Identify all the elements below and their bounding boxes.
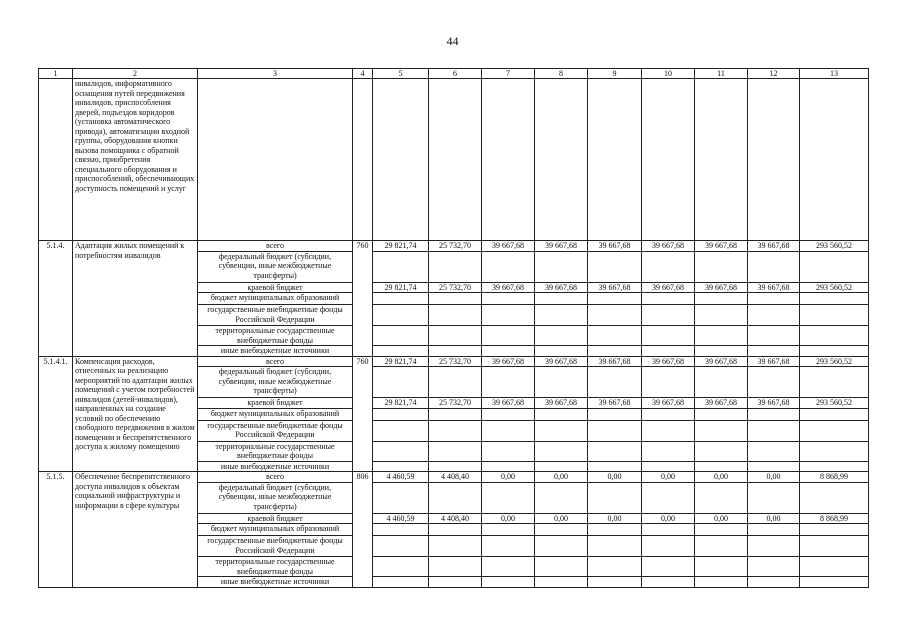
year-value [535, 482, 588, 513]
year-value [748, 524, 800, 536]
year-value [695, 536, 748, 557]
year-value: 25 732,70 [429, 356, 482, 367]
year-value [695, 524, 748, 536]
year-value: 0,00 [695, 472, 748, 483]
year-value [482, 577, 535, 588]
empty-cell [695, 79, 748, 241]
funding-source: иные внебюджетные источники [198, 461, 353, 472]
empty-cell [748, 79, 800, 241]
year-value [482, 367, 535, 398]
year-value: 39 667,68 [642, 356, 695, 367]
total-value [800, 305, 869, 326]
year-value [642, 536, 695, 557]
total-value [800, 420, 869, 441]
year-value: 0,00 [642, 513, 695, 524]
year-value [373, 524, 429, 536]
year-value: 39 667,68 [535, 241, 588, 252]
empty-cell [373, 79, 429, 241]
table-body [39, 69, 869, 588]
year-value [535, 461, 588, 472]
empty-cell [482, 79, 535, 241]
year-value [588, 441, 642, 461]
year-value [482, 524, 535, 536]
continuation-row [39, 79, 869, 241]
total-value [800, 408, 869, 420]
year-value [695, 461, 748, 472]
year-value [695, 420, 748, 441]
year-value: 0,00 [482, 513, 535, 524]
total-value [800, 326, 869, 346]
funding-source: федеральный бюджет (субсидии, субвенции, иные межбюджетные трансферты) [198, 482, 353, 513]
funding-source: всего [198, 241, 353, 252]
year-value [588, 420, 642, 441]
column-header: 11 [695, 69, 748, 79]
year-value [482, 346, 535, 357]
year-value [748, 482, 800, 513]
year-value [535, 326, 588, 346]
year-value [535, 577, 588, 588]
year-value: 39 667,68 [535, 356, 588, 367]
year-value [588, 461, 642, 472]
year-value [535, 293, 588, 305]
year-value [642, 441, 695, 461]
year-value [748, 536, 800, 557]
year-value: 39 667,68 [482, 241, 535, 252]
year-value [373, 557, 429, 577]
empty-cell [353, 79, 373, 241]
responsible-code: 806 [353, 472, 373, 588]
column-header: 7 [482, 69, 535, 79]
year-value [429, 441, 482, 461]
year-value: 0,00 [588, 513, 642, 524]
year-value: 39 667,68 [642, 241, 695, 252]
year-value [642, 305, 695, 326]
funding-source: бюджет муниципальных образований [198, 293, 353, 305]
year-value [482, 293, 535, 305]
year-value [642, 524, 695, 536]
empty-cell [588, 79, 642, 241]
year-value [429, 557, 482, 577]
year-value [535, 441, 588, 461]
year-value [482, 408, 535, 420]
year-value [695, 326, 748, 346]
year-value [429, 482, 482, 513]
year-value: 39 667,68 [588, 398, 642, 409]
year-value [373, 346, 429, 357]
total-value [800, 346, 869, 357]
year-value [588, 557, 642, 577]
item-number: 5.1.5. [39, 472, 73, 588]
year-value [695, 305, 748, 326]
year-value [588, 536, 642, 557]
year-value: 39 667,68 [748, 282, 800, 293]
funding-source: краевой бюджет [198, 282, 353, 293]
funding-source: всего [198, 356, 353, 367]
column-header: 4 [353, 69, 373, 79]
year-value: 29 821,74 [373, 282, 429, 293]
year-value [535, 420, 588, 441]
responsible-code: 760 [353, 356, 373, 472]
item-number: 5.1.4. [39, 241, 73, 357]
year-value: 25 732,70 [429, 282, 482, 293]
continuation-text: инвалидов, информативного оснащения путей передвижения инвалидов, приспособления дверей, подъездов коридоров (установка автоматического привода), автоматизации входной группы, оборудования кнопки вызова помощника с обратной связью, приобретения специального оборудования и приспособлений, обеспечивающих доступность помещений и услуг [73, 79, 198, 241]
funding-source: всего [198, 472, 353, 483]
year-value [588, 293, 642, 305]
year-value: 0,00 [642, 472, 695, 483]
year-value [373, 577, 429, 588]
year-value: 39 667,68 [535, 282, 588, 293]
year-value [482, 461, 535, 472]
year-value: 25 732,70 [429, 241, 482, 252]
funding-source: краевой бюджет [198, 398, 353, 409]
total-value [800, 441, 869, 461]
year-value: 39 667,68 [588, 241, 642, 252]
year-value: 29 821,74 [373, 356, 429, 367]
year-value: 39 667,68 [642, 398, 695, 409]
year-value [429, 408, 482, 420]
total-value [800, 536, 869, 557]
empty-cell [535, 79, 588, 241]
year-value [482, 557, 535, 577]
header-row [39, 69, 869, 79]
year-value: 4 408,40 [429, 513, 482, 524]
item-name: Обеспечение беспрепятственного доступа инвалидов к объектам социальной инфраструктуры и информации в сфере культуры [73, 472, 198, 588]
total-value [800, 577, 869, 588]
year-value [695, 441, 748, 461]
year-value [695, 482, 748, 513]
item-number: 5.1.4.1. [39, 356, 73, 472]
year-value [642, 367, 695, 398]
year-value: 39 667,68 [588, 356, 642, 367]
year-value: 39 667,68 [482, 398, 535, 409]
year-value: 0,00 [748, 472, 800, 483]
year-value [588, 305, 642, 326]
year-value: 39 667,68 [695, 282, 748, 293]
budget-table [38, 68, 869, 588]
year-value [535, 367, 588, 398]
year-value [748, 408, 800, 420]
funding-source: федеральный бюджет (субсидии, субвенции, иные межбюджетные трансферты) [198, 367, 353, 398]
table-row [39, 241, 869, 252]
year-value [535, 408, 588, 420]
year-value [642, 346, 695, 357]
year-value [695, 557, 748, 577]
column-header: 9 [588, 69, 642, 79]
year-value [373, 367, 429, 398]
page-number: 44 [446, 34, 459, 48]
item-name: Адаптация жилых помещений к потребностям инвалидов [73, 241, 198, 357]
table-row [39, 472, 869, 483]
year-value: 0,00 [535, 513, 588, 524]
year-value [429, 536, 482, 557]
column-header: 5 [373, 69, 429, 79]
year-value: 39 667,68 [695, 398, 748, 409]
total-value [800, 524, 869, 536]
column-header: 2 [73, 69, 198, 79]
year-value [588, 346, 642, 357]
year-value: 29 821,74 [373, 241, 429, 252]
year-value [373, 536, 429, 557]
total-value: 293 560,52 [800, 398, 869, 409]
funding-source: территориальные государственные внебюджетные фонды [198, 326, 353, 346]
empty-cell [429, 79, 482, 241]
year-value [748, 420, 800, 441]
year-value: 39 667,68 [748, 241, 800, 252]
funding-source: федеральный бюджет (субсидии, субвенции, иные межбюджетные трансферты) [198, 251, 353, 282]
total-value [800, 251, 869, 282]
year-value [373, 441, 429, 461]
year-value [695, 367, 748, 398]
funding-source: бюджет муниципальных образований [198, 408, 353, 420]
year-value [482, 441, 535, 461]
total-value: 293 560,52 [800, 241, 869, 252]
year-value [482, 305, 535, 326]
year-value [535, 251, 588, 282]
year-value: 39 667,68 [748, 356, 800, 367]
column-header: 8 [535, 69, 588, 79]
year-value [373, 408, 429, 420]
year-value [373, 293, 429, 305]
empty-cell [800, 79, 869, 241]
year-value: 39 667,68 [482, 282, 535, 293]
year-value [748, 326, 800, 346]
year-value [588, 482, 642, 513]
year-value [748, 577, 800, 588]
year-value: 39 667,68 [695, 356, 748, 367]
empty-cell [642, 79, 695, 241]
year-value [642, 577, 695, 588]
year-value [748, 346, 800, 357]
column-header: 1 [39, 69, 73, 79]
funding-source: государственные внебюджетные фонды Российской Федерации [198, 420, 353, 441]
year-value [535, 557, 588, 577]
year-value [748, 367, 800, 398]
year-value: 0,00 [482, 472, 535, 483]
year-value [373, 326, 429, 346]
year-value [535, 536, 588, 557]
funding-source: территориальные государственные внебюджетные фонды [198, 557, 353, 577]
year-value: 4 408,40 [429, 472, 482, 483]
funding-source: государственные внебюджетные фонды Российской Федерации [198, 305, 353, 326]
year-value [429, 346, 482, 357]
year-value [429, 326, 482, 346]
total-value: 293 560,52 [800, 356, 869, 367]
year-value: 39 667,68 [535, 398, 588, 409]
year-value [642, 408, 695, 420]
year-value [642, 482, 695, 513]
year-value [373, 482, 429, 513]
column-header: 3 [198, 69, 353, 79]
year-value: 39 667,68 [748, 398, 800, 409]
year-value [642, 251, 695, 282]
year-value [429, 461, 482, 472]
funding-source: территориальные государственные внебюджетные фонды [198, 441, 353, 461]
year-value [482, 420, 535, 441]
year-value [429, 251, 482, 282]
year-value [429, 305, 482, 326]
year-value [642, 420, 695, 441]
year-value [695, 293, 748, 305]
total-value: 8 868,99 [800, 513, 869, 524]
year-value [535, 305, 588, 326]
year-value [429, 524, 482, 536]
total-value [800, 557, 869, 577]
column-header: 6 [429, 69, 482, 79]
year-value: 0,00 [748, 513, 800, 524]
year-value [429, 293, 482, 305]
year-value [482, 251, 535, 282]
year-value [695, 408, 748, 420]
year-value [642, 461, 695, 472]
year-value [482, 326, 535, 346]
total-value: 8 868,99 [800, 472, 869, 483]
year-value [429, 367, 482, 398]
funding-source: государственные внебюджетные фонды Российской Федерации [198, 536, 353, 557]
year-value: 0,00 [588, 472, 642, 483]
year-value [642, 326, 695, 346]
year-value [748, 305, 800, 326]
total-value [800, 461, 869, 472]
year-value [535, 524, 588, 536]
total-value [800, 293, 869, 305]
year-value [373, 251, 429, 282]
year-value: 25 732,70 [429, 398, 482, 409]
year-value [482, 482, 535, 513]
year-value [695, 577, 748, 588]
empty-cell [39, 79, 73, 241]
year-value [588, 408, 642, 420]
responsible-code: 760 [353, 241, 373, 357]
year-value: 39 667,68 [588, 282, 642, 293]
year-value [748, 293, 800, 305]
year-value [642, 557, 695, 577]
year-value [588, 577, 642, 588]
total-value: 293 560,52 [800, 282, 869, 293]
year-value: 4 460,59 [373, 513, 429, 524]
year-value: 29 821,74 [373, 398, 429, 409]
year-value [482, 536, 535, 557]
total-value [800, 367, 869, 398]
year-value [695, 251, 748, 282]
year-value [429, 420, 482, 441]
funding-source: бюджет муниципальных образований [198, 524, 353, 536]
year-value [748, 251, 800, 282]
year-value: 39 667,68 [695, 241, 748, 252]
year-value [588, 326, 642, 346]
year-value [373, 420, 429, 441]
year-value [748, 441, 800, 461]
column-header: 10 [642, 69, 695, 79]
year-value [588, 367, 642, 398]
total-value [800, 482, 869, 513]
year-value [373, 305, 429, 326]
year-value [748, 461, 800, 472]
funding-source: иные внебюджетные источники [198, 346, 353, 357]
item-name: Компенсация расходов, отнесенных на реализацию мероприятий по адаптации жилых помещений с учетом потребностей инвалидов (детей-инвалидов), направленных на создание условий по обеспечению свободного передвижения в жилом помещении и беспрепятственного доступа к жилому помещению [73, 356, 198, 472]
year-value: 4 460,59 [373, 472, 429, 483]
table-row [39, 356, 869, 367]
empty-cell [198, 79, 353, 241]
year-value [429, 577, 482, 588]
year-value [535, 346, 588, 357]
year-value [588, 251, 642, 282]
year-value [642, 293, 695, 305]
year-value [748, 557, 800, 577]
year-value [695, 346, 748, 357]
year-value: 39 667,68 [642, 282, 695, 293]
funding-source: краевой бюджет [198, 513, 353, 524]
year-value: 0,00 [535, 472, 588, 483]
year-value: 0,00 [695, 513, 748, 524]
year-value: 39 667,68 [482, 356, 535, 367]
year-value [588, 524, 642, 536]
column-header: 12 [748, 69, 800, 79]
funding-source: иные внебюджетные источники [198, 577, 353, 588]
column-header: 13 [800, 69, 869, 79]
year-value [373, 461, 429, 472]
